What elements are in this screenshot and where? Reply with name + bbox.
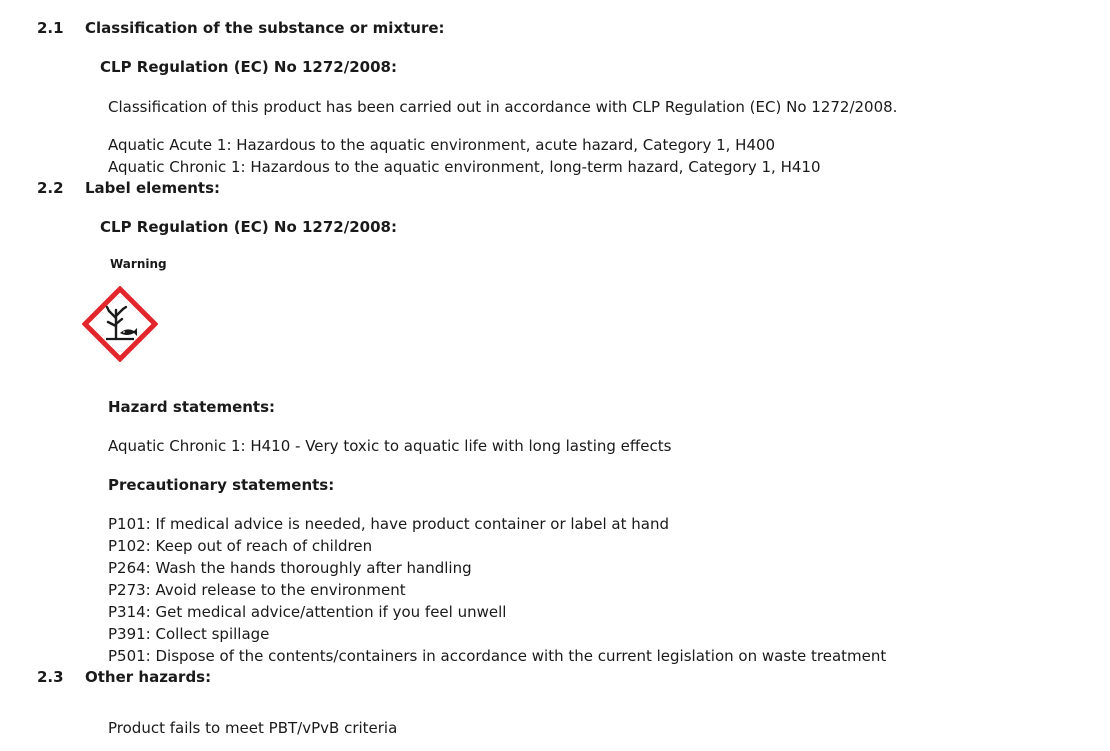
other-hazards-text: Product fails to meet PBT/vPvB criteria [108, 719, 398, 737]
section-number: 2.2 [37, 179, 64, 197]
precautionary-statement: P501: Dispose of the contents/containers in accordance with the current legislation on waste treatment [108, 647, 887, 665]
section-number: 2.1 [37, 19, 64, 37]
precautionary-statement: P273: Avoid release to the environment [108, 581, 406, 599]
precautionary-statements-heading: Precautionary statements: [108, 476, 335, 494]
hazard-statements-heading: Hazard statements: [108, 398, 276, 416]
precautionary-statement: P102: Keep out of reach of children [108, 537, 373, 555]
section-title: Label elements: [85, 179, 221, 197]
precautionary-statement: P391: Collect spillage [108, 625, 270, 643]
section-title: Other hazards: [85, 668, 212, 686]
regulation-subtitle: CLP Regulation (EC) No 1272/2008: [100, 218, 397, 236]
precautionary-statement: P314: Get medical advice/attention if you feel unwell [108, 603, 507, 621]
section-title: Classification of the substance or mixture: [85, 19, 445, 37]
precautionary-statement: P101: If medical advice is needed, have product container or label at hand [108, 515, 669, 533]
classification-line: Aquatic Acute 1: Hazardous to the aquatic environment, acute hazard, Category 1, H400 [108, 136, 776, 154]
precautionary-statement: P264: Wash the hands thoroughly after handling [108, 559, 472, 577]
environment-hazard-icon [82, 286, 158, 362]
hazard-statement: Aquatic Chronic 1: H410 - Very toxic to aquatic life with long lasting effects [108, 437, 672, 455]
section-number: 2.3 [37, 668, 64, 686]
classification-line: Aquatic Chronic 1: Hazardous to the aquatic environment, long-term hazard, Category 1, H410 [108, 158, 821, 176]
regulation-subtitle: CLP Regulation (EC) No 1272/2008: [100, 58, 397, 76]
classification-intro: Classification of this product has been carried out in accordance with CLP Regulation (EC) No 1272/2008. [108, 98, 898, 116]
signal-word: Warning [110, 257, 167, 271]
